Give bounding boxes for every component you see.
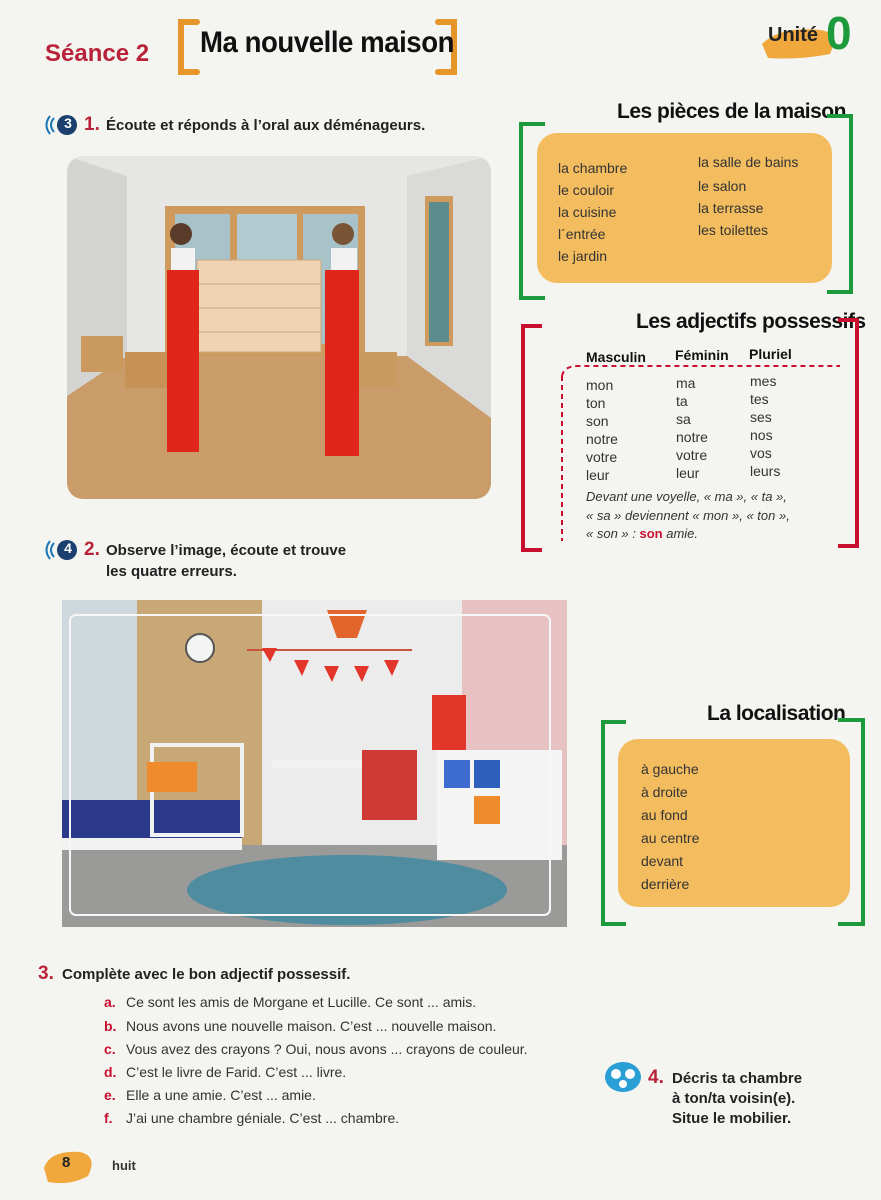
possessifs-cell: mes bbox=[750, 373, 777, 389]
exercise3-item-letter: a. bbox=[104, 994, 116, 1010]
possessifs-cell: ta bbox=[676, 393, 688, 409]
pieces-word: le jardin bbox=[558, 248, 608, 264]
pieces-word: l´entrée bbox=[558, 226, 606, 242]
possessifs-cell: ton bbox=[586, 395, 606, 411]
exercise3-number: 3. bbox=[38, 963, 54, 984]
possessifs-cell: tes bbox=[750, 391, 769, 407]
possessifs-cell: sa bbox=[676, 411, 691, 427]
localisation-item: à droite bbox=[641, 784, 688, 800]
exercise3-item-letter: f. bbox=[104, 1110, 113, 1126]
localisation-item: au centre bbox=[641, 830, 700, 846]
unite-number: 0 bbox=[826, 7, 852, 59]
possessifs-note-line2: « sa » deviennent « mon », « ton », bbox=[586, 508, 790, 523]
exercise1-instruction: Écoute et réponds à l’oral aux déménageurs. bbox=[106, 117, 426, 134]
page-number-word: huit bbox=[112, 1158, 136, 1173]
localisation-item: derrière bbox=[641, 876, 690, 892]
bedroom-photo bbox=[62, 600, 567, 927]
exercise4-line1: Décris ta chambre bbox=[672, 1070, 803, 1087]
audio-track-number: 4 bbox=[64, 540, 72, 556]
exercise3-instruction: Complète avec le bon adjectif possessif. bbox=[62, 966, 351, 983]
pair-work-icon bbox=[604, 1060, 642, 1094]
possessifs-title: Les adjectifs possessifs bbox=[636, 310, 866, 333]
exercise1-number: 1. bbox=[84, 114, 100, 135]
possessifs-cell: vos bbox=[750, 445, 772, 461]
localisation-item: au fond bbox=[641, 807, 688, 823]
movers-photo bbox=[67, 156, 491, 499]
possessifs-header: Masculin bbox=[586, 349, 646, 365]
possessifs-note-line3: « son » : son amie. bbox=[586, 526, 699, 541]
localisation-item: à gauche bbox=[641, 761, 699, 777]
pieces-word: la cuisine bbox=[558, 204, 617, 220]
page-number: 8 bbox=[62, 1154, 71, 1171]
localisation-title: La localisation bbox=[707, 702, 846, 725]
page-title: Ma nouvelle maison bbox=[200, 26, 454, 59]
seance-label: Séance 2 bbox=[45, 40, 150, 67]
exercise2-instruction-line1: Observe l’image, écoute et trouve bbox=[106, 542, 347, 559]
exercise3-item-letter: b. bbox=[104, 1018, 117, 1034]
exercise3-item-text: Ce sont les amis de Morgane et Lucille. Ce sont ... amis. bbox=[126, 994, 477, 1010]
exercise3-item-text: Nous avons une nouvelle maison. C’est ... nouvelle maison. bbox=[126, 1018, 497, 1034]
possessifs-cell: leur bbox=[586, 467, 610, 483]
audio-track-number: 3 bbox=[64, 115, 72, 131]
possessifs-cell: mon bbox=[586, 377, 614, 393]
pieces-word: les toilettes bbox=[698, 222, 769, 238]
pieces-title: Les pièces de la maison bbox=[617, 100, 846, 123]
possessifs-cell: nos bbox=[750, 427, 773, 443]
exercise3-item-text: J’ai une chambre géniale. C’est ... chambre. bbox=[126, 1110, 400, 1126]
possessifs-cell: votre bbox=[586, 449, 618, 465]
possessifs-cell: leurs bbox=[750, 463, 781, 479]
unite-label: Unité bbox=[768, 24, 818, 46]
possessifs-cell: ses bbox=[750, 409, 772, 425]
exercise2-instruction-line2: les quatre erreurs. bbox=[106, 563, 237, 580]
possessifs-cell: leur bbox=[676, 465, 700, 481]
pieces-word: le salon bbox=[698, 178, 747, 194]
exercise2-number: 2. bbox=[84, 539, 100, 560]
exercise3-item-text: Elle a une amie. C’est ... amie. bbox=[126, 1087, 316, 1103]
possessifs-cell: son bbox=[586, 413, 609, 429]
possessifs-cell: ma bbox=[676, 375, 696, 391]
exercise3-item-letter: d. bbox=[104, 1064, 117, 1080]
localisation-item: devant bbox=[641, 853, 684, 869]
pieces-word: la chambre bbox=[558, 160, 628, 176]
exercise4-line2: à ton/ta voisin(e). bbox=[672, 1090, 796, 1107]
possessifs-cell: votre bbox=[676, 447, 708, 463]
exercise3-item-letter: e. bbox=[104, 1087, 116, 1103]
possessifs-header: Pluriel bbox=[749, 346, 792, 362]
possessifs-header: Féminin bbox=[675, 347, 729, 363]
possessifs-note-line1: Devant une voyelle, « ma », « ta », bbox=[586, 489, 787, 504]
exercise4-number: 4. bbox=[648, 1067, 664, 1088]
possessifs-cell: notre bbox=[676, 429, 708, 445]
exercise3-item-text: C’est le livre de Farid. C’est ... livre. bbox=[126, 1064, 347, 1080]
pieces-word: la terrasse bbox=[698, 200, 764, 216]
possessifs-cell: notre bbox=[586, 431, 618, 447]
exercise3-item-text: Vous avez des crayons ? Oui, nous avons ... crayons de couleur. bbox=[126, 1041, 528, 1057]
pieces-word: le couloir bbox=[558, 182, 615, 198]
pieces-word: la salle de bains bbox=[698, 154, 799, 170]
exercise4-line3: Situe le mobilier. bbox=[672, 1110, 792, 1127]
exercise3-item-letter: c. bbox=[104, 1041, 116, 1057]
